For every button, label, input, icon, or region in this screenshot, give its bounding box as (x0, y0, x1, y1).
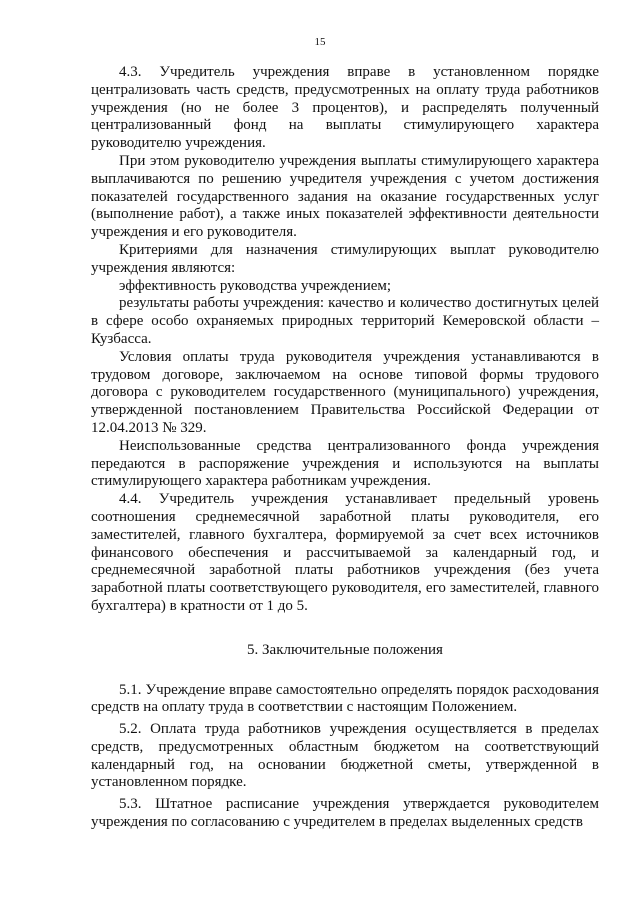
paragraph-5-1: 5.1. Учреждение вправе самостоятельно определять порядок расходования средств на оплату труда в соответствии с настоящим Положением. (91, 681, 599, 716)
paragraph-criterion-management: эффективность руководства учреждением; (119, 277, 392, 294)
section-heading: 5. Заключительные положения (247, 641, 443, 658)
paragraph-criteria: Критериями для назначения стимулирующих выплат руководителю учреждения являются: (91, 241, 599, 276)
paragraph-stimulus-payments: При этом руководителю учреждения выплаты стимулирующего характера выплачиваются по решению учредителя учреждения с учетом достижения показателей государственного задания на оказание государственных услуг (выполнение работ), а также иных показателей эффективности деятельности учреждения и его руководителя. (91, 152, 599, 241)
paragraph-unused-funds: Неиспользованные средства централизованного фонда учреждения передаются в распоряжение учреждения и используются на выплаты стимулирующего характера работникам учреждения. (91, 437, 599, 490)
paragraph-criterion-results: результаты работы учреждения: качество и количество достигнутых целей в сфере особо охраняемых природных территорий Кемеровской области – Кузбасса. (91, 295, 599, 347)
paragraph-5-3: 5.3. Штатное расписание учреждения утверждается руководителем учреждения по согласованию с учредителем в пределах выделенных средств (91, 796, 599, 831)
paragraph-5-2: 5.2. Оплата труда работников учреждения осуществляется в пределах средств, предусмотренных областным бюджетом на соответствующий календарный год, на основании бюджетной сметы, утвержденной в установленном порядке. (91, 721, 599, 791)
paragraph-4-3: 4.3. Учредитель учреждения вправе в установленном порядке централизовать часть средств, предусмотренных на оплату труда работников учреждения (но не более 3 процентов), и распределять полученный централизованный фонд на выплаты стимулирующего характера руководителю учреждения. (91, 64, 599, 152)
paragraph-labor-conditions: Условия оплаты труда руководителя учреждения устанавливаются в трудовом договоре, заключаемом на основе типовой формы трудового договора с руководителем государственного (муниципального) учреждения, утвержденной постановлением Правительства Российской Федерации от 12.04.2013 № 329. (91, 348, 599, 436)
document-body (91, 64, 599, 832)
page-number: 15 (314, 36, 326, 48)
paragraph-4-4: 4.4. Учредитель учреждения устанавливает предельный уровень соотношения среднемесячной заработной платы руководителя, его заместителей, главного бухгалтера, формируемой за счет всех источников финансового обеспечения и рассчитываемой за календарный год, и среднемесячной заработной платы работников учреждения (без учета заработной платы соответствующего руководителя, его заместителей, главного бухгалтера) в кратности от 1 до 5. (91, 491, 599, 614)
